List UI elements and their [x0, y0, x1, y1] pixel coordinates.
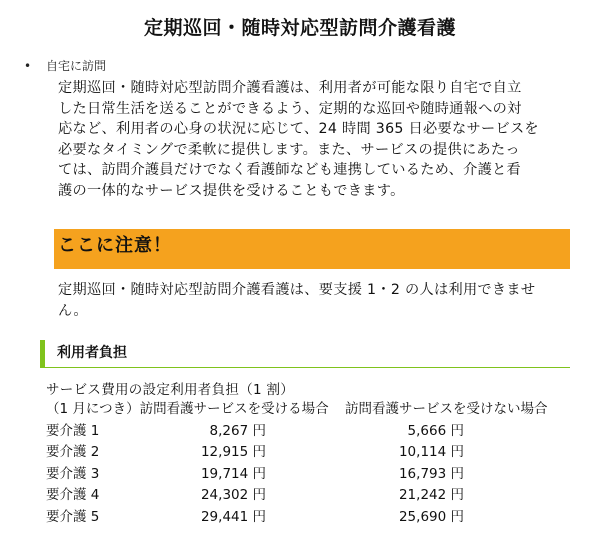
- notice-text: [58, 280, 558, 322]
- bullet-label: 自宅に訪問: [46, 59, 107, 73]
- fee-header-with-nursing: （1 月につき）訪問看護サービスを受ける場合: [46, 401, 329, 417]
- page-title: 定期巡回・随時対応型訪問介護看護: [143, 17, 456, 39]
- intro-line: した日常生活を送ることができるよう、定期的な巡回や随時通報への対: [58, 100, 522, 117]
- fee-caption: サービス費用の設定利用者負担（1 割）: [46, 382, 295, 398]
- fee-without-nursing: 5,666 円: [407, 422, 464, 439]
- notice-line: ん。: [58, 303, 88, 319]
- intro-line: 定期巡回・随時対応型訪問介護看護は、利用者が可能な限り自宅で自立: [58, 80, 522, 96]
- fee-with-nursing: 29,441 円: [200, 508, 266, 525]
- fee-with-nursing: 12,915 円: [200, 444, 266, 460]
- care-level-label: 要介護 3: [46, 465, 100, 482]
- care-level-label: 要介護 5: [46, 508, 100, 525]
- fee-without-nursing: 16,793 円: [398, 465, 464, 482]
- intro-line: 応など、利用者の心身の状況に応じて、24 時間 365 日必要なサービスを: [58, 121, 539, 137]
- care-level-label: 要介護 2: [46, 444, 100, 460]
- notice-heading: ここに注意！: [54, 229, 570, 269]
- fee-with-nursing: 8,267 円: [209, 422, 266, 439]
- notice-line: 定期巡回・随時対応型訪問介護看護は、要支援 1・2 の人は利用できませ: [58, 282, 536, 298]
- intro-line: 必要なタイミングで柔軟に提供します。また、サービスの提供にあたっ: [58, 141, 520, 158]
- fee-without-nursing: 21,242 円: [398, 487, 464, 503]
- care-level-label: 要介護 1: [46, 422, 100, 439]
- care-level-label: 要介護 4: [46, 487, 100, 503]
- intro-line: ては、訪問介護員だけでなく看護師なども連携しているため、介護と看: [58, 162, 522, 178]
- intro-paragraph: [58, 78, 554, 201]
- section-heading-cost: 利用者負担: [40, 340, 570, 368]
- fee-with-nursing: 19,714 円: [200, 465, 266, 482]
- fee-without-nursing: 25,690 円: [398, 508, 464, 525]
- bullet-marker: •: [24, 59, 32, 73]
- bullet-item: [24, 57, 106, 74]
- fee-header-without-nursing: 訪問看護サービスを受けない場合: [345, 401, 548, 417]
- fee-without-nursing: 10,114 円: [398, 444, 464, 460]
- intro-line: 護の一体的なサービス提供を受けることもできます。: [58, 182, 405, 199]
- fee-with-nursing: 24,302 円: [200, 487, 266, 503]
